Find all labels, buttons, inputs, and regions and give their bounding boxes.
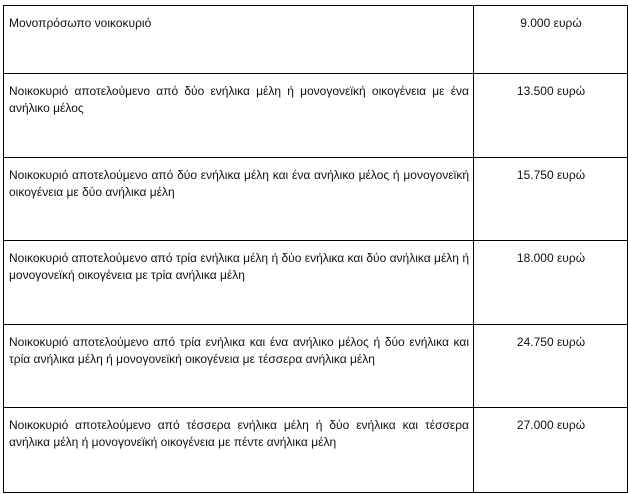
household-description: Νοικοκυριό αποτελούμενο από τρία ενήλικα μέλη ή δύο ενήλικα και δύο ανήλικα μέλη ή μονογονεϊκή οικογένεια με τρία ανήλικα μέλη [4, 241, 474, 325]
income-threshold-table [3, 5, 628, 493]
table-row [4, 6, 628, 74]
household-description: Μονοπρόσωπο νοικοκυριό [4, 6, 474, 74]
table-row [4, 241, 628, 325]
household-description: Νοικοκυριό αποτελούμενο από δύο ενήλικα μέλη και ένα ανήλικο μέλος ή μονογονεϊκή οικογένεια με δύο ανήλικα μέλη [4, 157, 474, 241]
table-row [4, 74, 628, 158]
table-row [4, 324, 628, 408]
household-description: Νοικοκυριό αποτελούμενο από δύο ενήλικα μέλη ή μονογονεϊκή οικογένεια με ένα ανήλικο μέλος [4, 74, 474, 158]
income-amount: 24.750 ευρώ [474, 324, 628, 408]
household-description: Νοικοκυριό αποτελούμενο από τέσσερα ενήλικα μέλη ή δύο ενήλικα και τέσσερα ανήλικα μέλη ή μονογονεϊκή οικογένεια με πέντε ανήλικα μέλη [4, 408, 474, 493]
income-amount: 9.000 ευρώ [474, 6, 628, 74]
income-amount: 13.500 ευρώ [474, 74, 628, 158]
income-amount: 27.000 ευρώ [474, 408, 628, 493]
table-row [4, 157, 628, 241]
income-amount: 15.750 ευρώ [474, 157, 628, 241]
table-row [4, 408, 628, 493]
income-amount: 18.000 ευρώ [474, 241, 628, 325]
household-description: Νοικοκυριό αποτελούμενο από τρία ενήλικα και ένα ανήλικο μέλος ή δύο ενήλικα και τρία ανήλικα μέλη ή μονογονεϊκή οικογένεια με τέσσερα ανήλικα μέλη [4, 324, 474, 408]
